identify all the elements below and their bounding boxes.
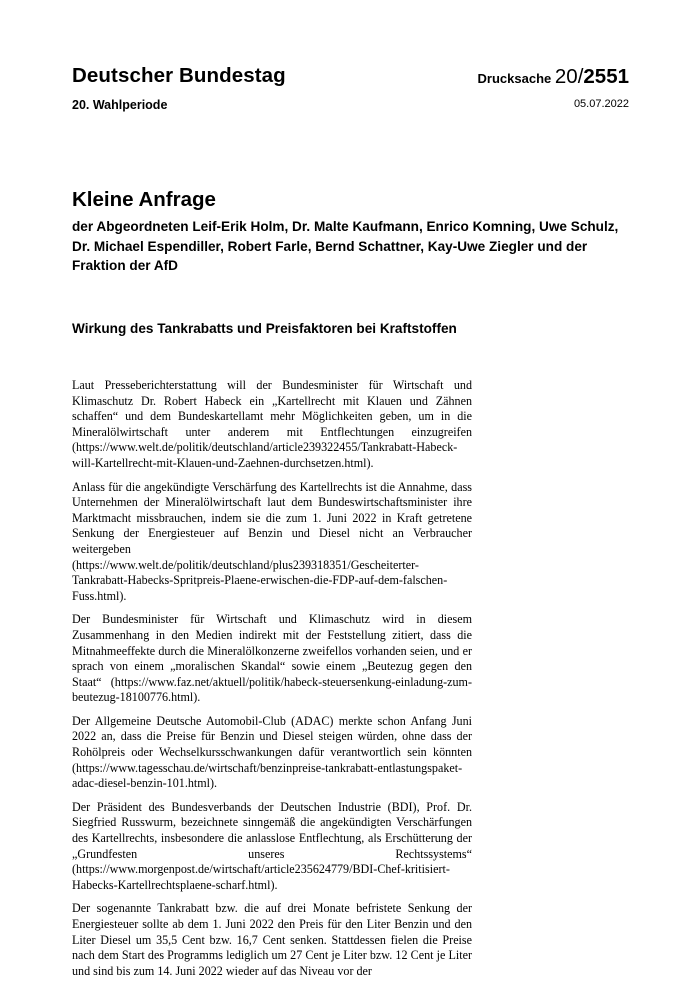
electoral-period: 20. Wahlperiode: [72, 98, 168, 112]
body-paragraph: Laut Presseberichterstattung will der Bundesminister für Wirtschaft und Klimaschutz Dr. Robert Habeck ein „Kartellrecht mit Klauen und Zähnen schaffen“ und dem Bundeskartellamt mehr Möglichkeiten geben, um in die Mineralölwirtschaft unter anderem mit Entflechtungen einzugreifen (https://www.welt.de/politik/deutschland/article239322455/Tankrabatt-Habeck-will-Kartellrecht-mit-Klauen-und-Zaehnen-durchsetzen.html).: [72, 378, 472, 470]
body-paragraph: Der sogenannte Tankrabatt bzw. die auf drei Monate befristete Senkung der Energiesteuer sollte ab dem 1. Juni 2022 den Preis für den Liter Benzin und den Liter Diesel um 35,5 Cent bzw. 16,7 Cent senken. Stattdessen fielen die Preise nach dem Start des Programms lediglich um 27 Cent je Liter bzw. 12 Cent je Liter und sind bis zum 14. Juni 2022 wieder auf das Niveau vor der: [72, 901, 472, 978]
document-subject: Wirkung des Tankrabatts und Preisfaktoren bei Kraftstoffen: [72, 321, 457, 336]
organization-name: Deutscher Bundestag: [72, 64, 286, 87]
drucksache-number: [478, 64, 629, 92]
body-paragraph: Der Allgemeine Deutsche Automobil-Club (ADAC) merkte schon Anfang Juni 2022 an, dass die Preise für Benzin und Diesel steigen würden, ohne dass der Rohölpreis oder Wechselkursschwankungen dafür verantwortlich sein könnten (https://www.tagesschau.de/wirtschaft/benzinpreise-tankrabatt-entlastungspaket-adac-diesel-benzin-101.html).: [72, 713, 472, 791]
header-left: [72, 64, 286, 112]
drucksache-label: Drucksache: [477, 71, 552, 86]
body-paragraph: Der Präsident des Bundesverbands der Deutschen Industrie (BDI), Prof. Dr. Siegfried Russwurm, bezeichnete sinngemäß die angekündigten Verschärfungen des Kartellrechts, insbesondere die anlasslose Entflechtung, als Erschütterung der „Grundfesten unseres Rechtssystems“ (https://www.morgenpost.de/wirtschaft/article235624779/BDI-Chef-kritisiert-Habecks-Kartellrechtsplaene-scharf.html).: [72, 799, 472, 892]
body-paragraph: Der Bundesminister für Wirtschaft und Klimaschutz wird in diesem Zusammenhang in den Medien indirekt mit der Feststellung zitiert, dass die Mitnahmeeffekte durch die Mineralölkonzerne zweifellos vorhanden seien, und er sprach von einem „moralischen Skandal“ sowie einem „Beutezug gegen den Staat“ (https://www.faz.net/aktuell/politik/habeck-steuersenkung-einladung-zum-beutezug-18100776.html).: [72, 612, 472, 705]
drucksache-number-prefix: 20/: [554, 65, 584, 88]
document-body: [72, 378, 472, 987]
document-authors: der Abgeordneten Leif-Erik Holm, Dr. Malte Kaufmann, Enrico Komning, Uwe Schulz, Dr. Michael Espendiller, Robert Farle, Bernd Schattner, Kay-Uwe Ziegler und der Fraktion der AfD: [72, 219, 619, 273]
document-type: Kleine Anfrage: [72, 188, 216, 211]
header-right: [478, 64, 629, 110]
drucksache-number-main: 2551: [583, 65, 629, 88]
document-date: 05.07.2022: [573, 98, 629, 110]
body-paragraph: Anlass für die angekündigte Verschärfung des Kartellrechts ist die Annahme, dass Unternehmen der Mineralölwirtschaft laut dem Bundeswirtschaftsminister ihre Marktmacht missbrauchen, indem sie die zum 1. Juni 2022 in Kraft getretene Senkung der Energiesteuer auf Benzin und Diesel nicht an Verbraucher weitergeben (https://www.welt.de/politik/deutschland/plus239318351/Gescheiterter-Tankrabatt-Habecks-Spritpreis-Plaene-erwischen-die-FDP-auf-dem-falschen-Fuss.html).: [72, 479, 472, 603]
